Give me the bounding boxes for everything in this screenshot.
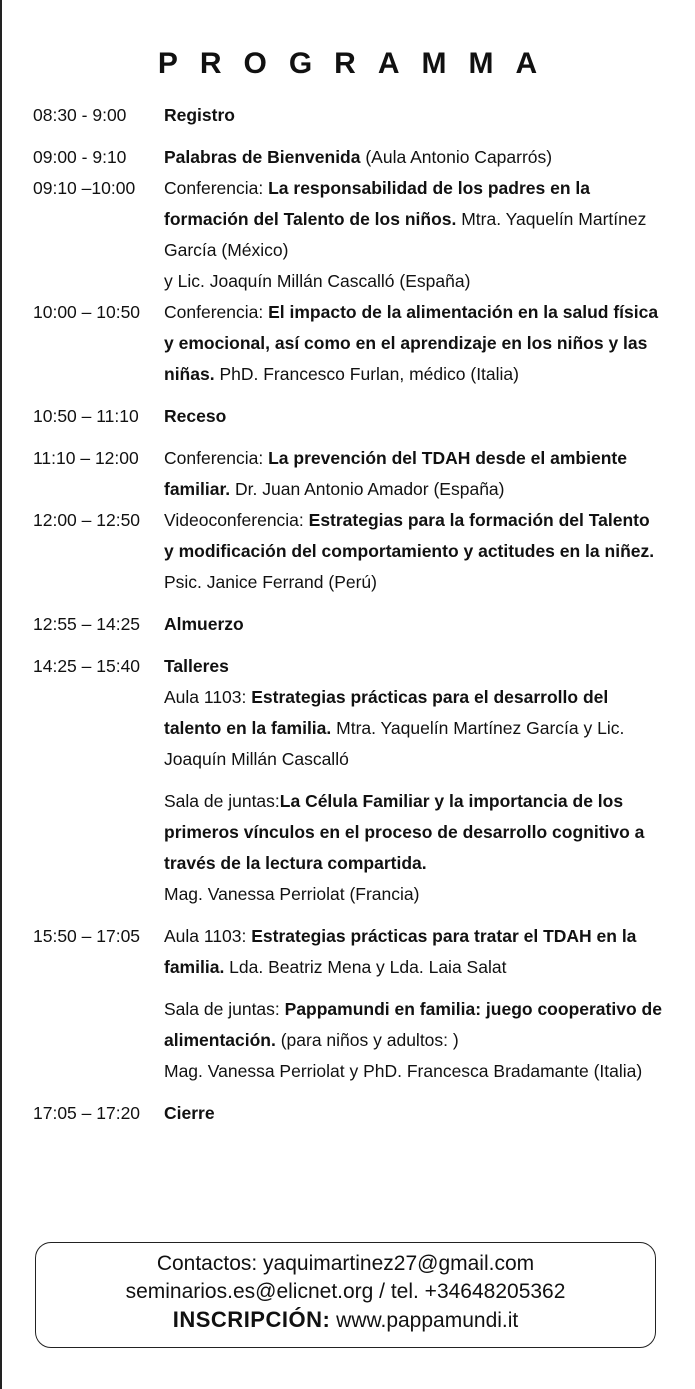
time-slot: 09:10 –10:00 <box>33 178 136 198</box>
program-schedule <box>33 100 663 1129</box>
item-description <box>164 609 663 640</box>
schedule-item-conferencia-3 <box>33 443 663 505</box>
item-description <box>164 142 663 173</box>
page-title: PROGRAMMA <box>157 47 560 80</box>
time-slot: 09:00 - 9:10 <box>33 147 127 167</box>
workshop-room: Aula 1103: <box>164 926 252 946</box>
time-slot: 12:00 – 12:50 <box>33 510 141 530</box>
workshop-title: Estrategias prácticas para el desarrollo del talento en la familia. <box>164 687 609 738</box>
item-description <box>164 173 663 297</box>
item-speaker: Mtra. Yaquelín Martínez García (México) <box>164 209 647 260</box>
time-slot: 15:50 – 17:05 <box>33 926 141 946</box>
workshop-room: Sala de juntas: <box>164 999 285 1019</box>
item-title: Almuerzo <box>164 614 244 634</box>
time-slot: 10:00 – 10:50 <box>33 302 141 322</box>
item-speaker-2: y Lic. Joaquín Millán Cascalló (España) <box>164 271 471 291</box>
time-slot: 17:05 – 17:20 <box>33 1103 141 1123</box>
page-left-border <box>0 0 2 1389</box>
item-place: (Aula Antonio Caparrós) <box>360 147 553 167</box>
item-title: La prevención del TDAH desde el ambiente familiar. <box>164 448 627 499</box>
registration-url: www.pappamundi.it <box>330 1309 519 1332</box>
registration-label: INSCRIPCIÓN: <box>172 1307 331 1332</box>
item-type: Conferencia: <box>164 178 269 198</box>
item-speaker: Dr. Juan Antonio Amador (España) <box>230 479 505 499</box>
item-description <box>164 1098 663 1129</box>
item-description <box>164 651 663 910</box>
schedule-item-cierre <box>33 1098 663 1129</box>
item-description <box>164 443 663 505</box>
workshop-note: (para niños y adultos: ) <box>275 1030 459 1050</box>
item-description <box>164 100 663 131</box>
time-slot: 12:55 – 14:25 <box>33 614 141 634</box>
schedule-item-bienvenida <box>33 142 663 173</box>
contact-box <box>35 1242 656 1348</box>
item-description <box>164 401 663 432</box>
item-description <box>164 505 663 598</box>
time-slot: 08:30 - 9:00 <box>33 105 127 125</box>
item-type: Videoconferencia: <box>164 510 309 530</box>
item-type: Conferencia: <box>164 448 269 468</box>
workshop-room: Sala de juntas: <box>164 791 280 811</box>
workshop-title: Estrategias prácticas para tratar el TDAH en la familia. <box>164 926 637 977</box>
schedule-item-almuerzo <box>33 609 663 640</box>
schedule-item-videoconferencia <box>33 505 663 598</box>
item-title: Estrategias para la formación del Talento y modificación del comportamiento y actitudes en la niñez. <box>164 510 655 561</box>
item-title: El impacto de la alimentación en la salud física y emocional, así como en el aprendizaje en los niños y las niñas. <box>164 302 659 384</box>
registration-line <box>36 1306 655 1335</box>
item-title: Receso <box>164 406 227 426</box>
contact-email: Contactos: yaquimartinez27@gmail.com <box>156 1252 535 1275</box>
item-speaker: Psic. Janice Ferrand (Perú) <box>164 572 377 592</box>
schedule-item-conferencia-2 <box>33 297 663 390</box>
workshop-speaker: Lda. Beatriz Mena y Lda. Laia Salat <box>224 957 507 977</box>
item-title: La responsabilidad de los padres en la formación del Talento de los niños. <box>164 178 590 229</box>
workshop-room: Aula 1103: <box>164 687 252 707</box>
schedule-item-conferencia-1 <box>33 173 663 297</box>
time-slot: 14:25 – 15:40 <box>33 656 141 676</box>
item-title: Talleres <box>164 656 229 676</box>
workshop-speaker: Mag. Vanessa Perriolat (Francia) <box>164 884 420 904</box>
workshop-title: La Célula Familiar y la importancia de los primeros vínculos en el proceso de desarrollo cognitivo a través de la lectura compartida. <box>164 791 645 873</box>
schedule-item-afternoon <box>33 921 663 1087</box>
schedule-item-registro <box>33 100 663 131</box>
item-title: Registro <box>164 105 235 125</box>
time-slot: 11:10 – 12:00 <box>33 448 139 468</box>
item-speaker: PhD. Francesco Furlan, médico (Italia) <box>214 364 519 384</box>
item-type: Conferencia: <box>164 302 269 322</box>
schedule-item-talleres <box>33 651 663 910</box>
contact-email-phone: seminarios.es@elicnet.org / tel. +34648205362 <box>125 1280 566 1303</box>
workshop-title: Pappamundi en familia: juego cooperativo de alimentación. <box>164 999 662 1050</box>
item-description <box>164 921 663 1087</box>
time-slot: 10:50 – 11:10 <box>33 406 139 426</box>
item-title: Palabras de Bienvenida <box>164 147 361 167</box>
workshop-speaker: Mtra. Yaquelín Martínez García y Lic. Joaquín Millán Cascalló <box>164 718 625 769</box>
item-description <box>164 297 663 390</box>
item-title: Cierre <box>164 1103 215 1123</box>
schedule-item-receso <box>33 401 663 432</box>
workshop-speaker: Mag. Vanessa Perriolat y PhD. Francesca Bradamante (Italia) <box>164 1061 643 1081</box>
